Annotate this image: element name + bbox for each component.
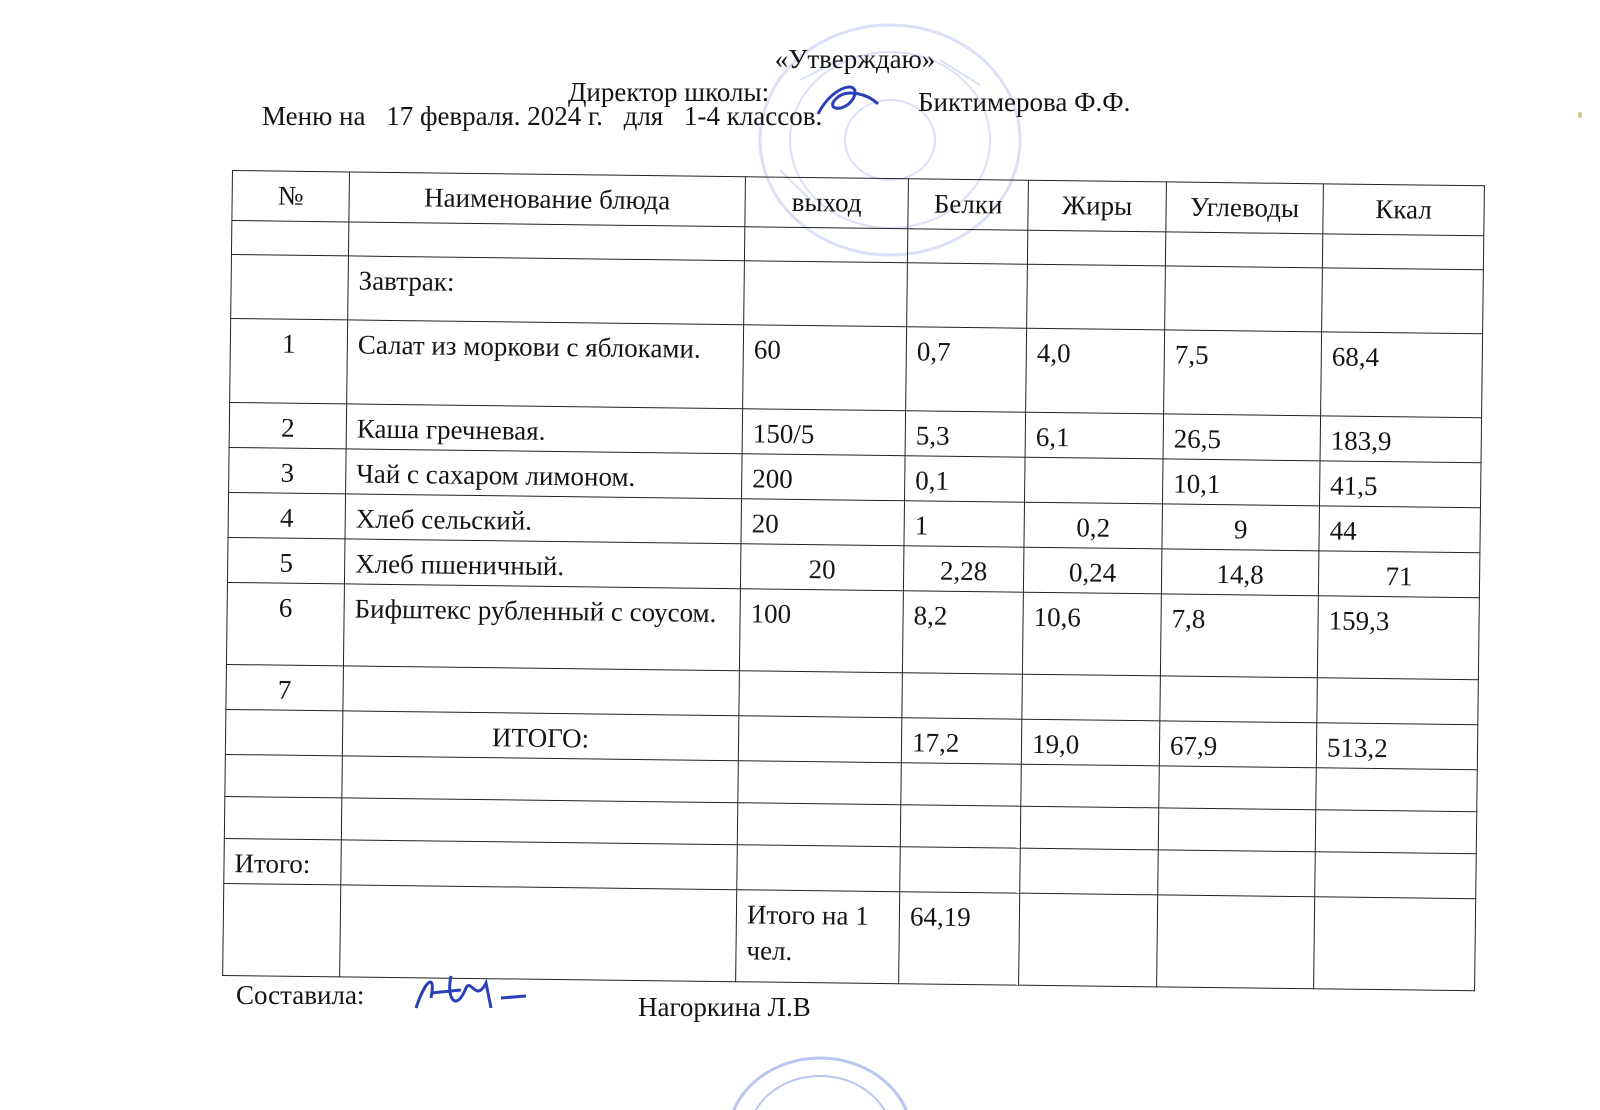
dish-carbs: 7,5 [1164,330,1322,416]
row-number: 3 [229,447,347,493]
total-carbs: 67,9 [1159,721,1317,768]
dish-yield: 20 [741,499,905,546]
dish-carbs: 26,5 [1163,414,1321,461]
column-header: Белки [908,179,1029,230]
compiled-label: Составила: [236,980,365,1010]
menu-label: Меню на [262,101,366,131]
dish-yield: 150/5 [742,409,906,456]
column-header: Жиры [1028,180,1167,232]
approval-title: «Утверждаю» [774,44,936,74]
menu-date: 17 февраля. 2024 г. [386,101,603,131]
column-header: № [232,171,350,222]
row-number: 7 [226,664,344,710]
dish-name [343,666,740,716]
dish-name: Каша гречневая. [346,404,743,454]
row-number: 1 [230,318,348,403]
dish-name: Чай с сахаром лимоном. [346,449,743,499]
dish-protein: 2,28 [903,546,1024,592]
dish-kcal: 41,5 [1319,461,1481,508]
director-label: Директор школы: [568,77,770,107]
itogo-label: Итого: [224,838,342,884]
menu-line [262,101,836,132]
dish-name: Салат из моркови с яблоками. [347,320,744,409]
menu-for: для [623,101,664,131]
compiled-by-line [236,980,936,1022]
dish-fat [1025,457,1164,504]
dish-carbs: 14,8 [1161,549,1319,596]
section-label: Завтрак: [348,256,745,325]
menu-table [222,170,1485,991]
total-protein: 17,2 [901,718,1022,764]
dish-protein: 0,1 [905,456,1026,502]
dish-carbs: 9 [1162,504,1320,551]
table-row [226,582,1479,679]
menu-classes: 1-4 классов. [683,101,823,131]
compiler-signature-icon [406,968,536,1018]
compiled-name: Нагоркина Л.В [638,992,811,1022]
dish-fat: 4,0 [1026,328,1165,414]
dish-protein: 8,2 [902,591,1023,674]
table-row [230,318,1483,417]
dish-yield: 200 [742,454,906,501]
dish-name: Хлеб пшеничный. [344,539,741,589]
dish-kcal: 68,4 [1321,332,1483,418]
column-header: Углеводы [1166,182,1324,234]
dish-kcal: 183,9 [1320,416,1482,463]
total-fat: 19,0 [1021,719,1160,766]
total-label: ИТОГО: [342,711,739,761]
dish-fat: 10,6 [1022,592,1161,676]
dish-yield: 20 [740,544,904,591]
dish-name: Бифштекс рубленный с соусом. [343,584,740,671]
per-person-label: Итого на 1 чел. [736,890,900,984]
dish-protein: 5,3 [905,411,1026,457]
row-number: 5 [227,537,345,583]
dish-carbs: 10,1 [1162,459,1320,506]
dish-kcal: 71 [1318,551,1480,598]
dish-name: Хлеб сельский. [345,494,742,544]
dish-protein: 1 [904,501,1025,547]
dish-fat: 0,2 [1024,502,1163,549]
row-number: 2 [229,402,347,448]
dish-yield: 100 [739,589,903,673]
column-header: Наименование блюда [349,172,746,227]
director-name: Биктимерова Ф.Ф. [918,87,1131,117]
dish-kcal: 159,3 [1317,596,1479,680]
dish-protein: 0,7 [906,327,1027,412]
per-person-value: 64,19 [899,892,1020,985]
menu-table-wrapper [222,170,1484,991]
paper-mark [1578,112,1582,118]
dish-fat: 0,24 [1023,547,1162,594]
row-number: 6 [226,582,344,665]
dish-fat: 6,1 [1025,412,1164,459]
column-header: Ккал [1323,184,1485,236]
bottom-stamp-icon [720,1048,920,1110]
column-header: выход [745,177,909,229]
row-number: 4 [228,492,346,538]
dish-yield: 60 [743,325,907,411]
dish-carbs: 7,8 [1160,594,1318,678]
dish-kcal: 44 [1319,506,1481,553]
total-kcal: 513,2 [1316,723,1478,770]
